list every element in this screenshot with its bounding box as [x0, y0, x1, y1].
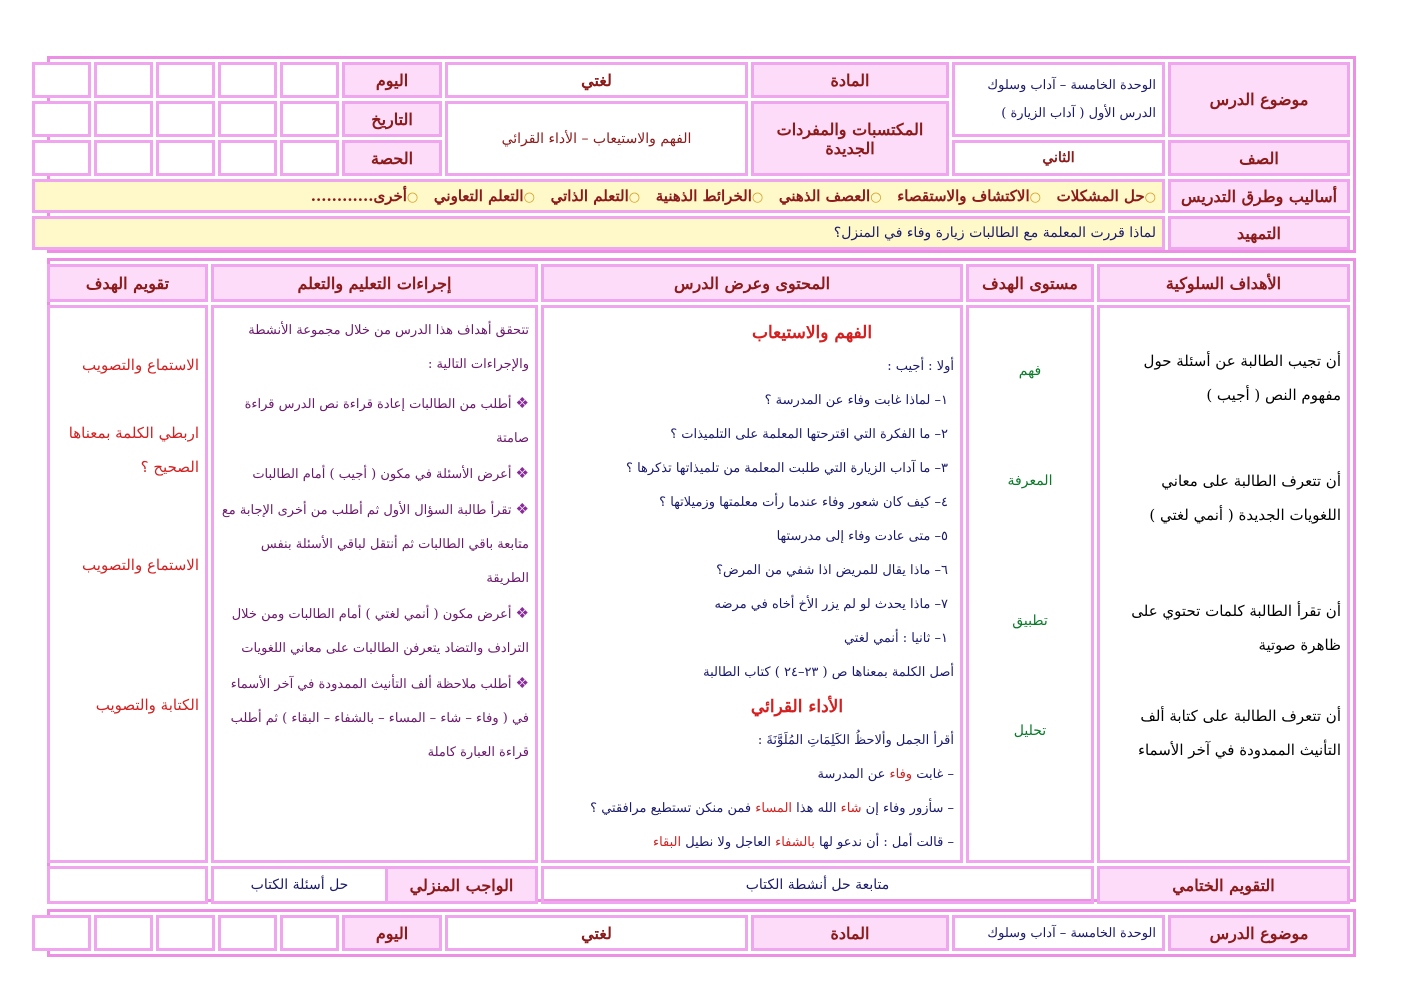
lesson-body-table [47, 258, 1356, 902]
radio-circle-icon: ○ [406, 190, 419, 205]
grade-value: الثاني [952, 140, 1165, 176]
diamond-bullet-icon: ❖ [515, 500, 529, 518]
empty-cell [94, 140, 153, 176]
method-item: الاكتشاف والاستقصاء [897, 187, 1030, 205]
procedures-intro: تتحقق أهداف هذا الدرس من خلال مجموعة الأنشطة والإجراءات التالية : [248, 323, 529, 372]
objective-item: أن تجيب الطالبة عن أسئلة حول مفهوم النص ( أجيب ) [1143, 352, 1341, 404]
procedures-list [220, 386, 529, 770]
evaluation-cell [47, 305, 208, 863]
content-first-label: أولا : أجيب : [887, 359, 954, 374]
objective-item: أن تتعرف الطالبة على كتابة ألف التأنيث الممدودة في آخر الأسماء [1137, 707, 1341, 759]
method-item: أخرى............ [310, 187, 407, 205]
homework-value: حل أسئلة الكتاب [214, 869, 385, 901]
empty-cell [218, 915, 277, 951]
procedure-text: أطلب من الطالبات إعادة قراءة نص الدرس قراءة صامتة [244, 397, 529, 446]
sentence-text: – قالت أمل : أن ندعو لها [814, 835, 954, 850]
acquired-label: المكتسبات والمفردات الجديدة [751, 101, 949, 176]
objective-item: أن تقرأ الطالبة كلمات تحتوي على ظاهرة صوتية [1131, 602, 1341, 654]
level-item: المعرفة [1007, 473, 1053, 489]
empty-cell [47, 866, 208, 904]
level-header: مستوى الهدف [966, 264, 1094, 302]
empty-cell [156, 101, 215, 137]
procedures-header: إجراءات التعليم والتعلم [211, 264, 538, 302]
procedure-item [220, 386, 529, 456]
final-eval-label: التقويم الختامي [1097, 866, 1350, 904]
objectives-cell [1097, 305, 1350, 863]
empty-cell [156, 62, 215, 98]
footer-topic-value: الوحدة الخامسة – آداب وسلوك [952, 915, 1165, 951]
method-item: التعلم الذاتي [550, 187, 629, 205]
procedure-item [220, 596, 529, 666]
evaluation-item: الاستماع والتصويب [82, 556, 199, 574]
empty-cell [156, 140, 215, 176]
radio-circle-icon: ○ [1029, 190, 1041, 205]
highlight-word: المساء [755, 801, 793, 816]
empty-cell [32, 62, 91, 98]
topic-label: موضوع الدرس [1168, 62, 1350, 137]
sentence-text: فمن منكن تستطيع مرافقتي ؟ [590, 801, 756, 816]
radio-circle-icon: ○ [870, 190, 882, 205]
sentence-text: العاجل ولا نطيل [681, 835, 776, 850]
footer-subject-value: لغتي [445, 915, 748, 951]
levels-cell [966, 305, 1094, 863]
empty-cell [218, 101, 277, 137]
highlight-word: بالشفاء [775, 835, 815, 850]
sentence-text: عن المدرسة [817, 767, 890, 782]
content-sentences [550, 724, 954, 860]
acquired-value: الفهم والاستيعاب – الأداء القرائي [445, 101, 748, 176]
evaluation-item: الاستماع والتصويب [82, 356, 199, 374]
procedure-item [220, 492, 529, 596]
topic-value [952, 62, 1165, 137]
procedure-item [220, 666, 529, 770]
empty-cell [218, 62, 277, 98]
diamond-bullet-icon: ❖ [515, 674, 529, 692]
sentence-text: – سأزور وفاء إن [861, 801, 954, 816]
sentence-text: الله هذا [792, 801, 841, 816]
method-item: التعلم التعاوني [433, 187, 524, 205]
evaluation-item: اربطي الكلمة بمعناها الصحيح ؟ [68, 424, 199, 476]
empty-cell [32, 101, 91, 137]
radio-circle-icon: ○ [523, 190, 535, 205]
homework-row [211, 866, 538, 904]
period-label: الحصة [342, 140, 442, 176]
empty-cell [94, 101, 153, 137]
procedure-text: أعرض مكون ( أنمي لغتي ) أمام الطالبات ومن خلال الترادف والتضاد يتعرفن الطالبات على معاني اللغويات [231, 607, 529, 656]
procedures-cell [211, 305, 538, 863]
intro-value: لماذا قررت المعلمة مع الطالبات زيارة وفاء في المنزل؟ [32, 216, 1165, 250]
intro-label: التمهيد [1168, 216, 1350, 250]
day-label: اليوم [342, 62, 442, 98]
reading-intro: أقرأ الجمل وألاحظُ الكَلِمَاتِ المُلَوَّنَةَ : [757, 733, 954, 748]
question-item: ٤– كيف كان شعور وفاء عندما رأت معلمتها وزميلاتها ؟ [659, 495, 948, 510]
topic-line2: الدرس الأول ( آداب الزيارة ) [1001, 105, 1156, 121]
procedure-text: أعرض الأسئلة في مكون ( أجيب ) أمام الطالبات [252, 467, 512, 482]
empty-cell [32, 915, 91, 951]
empty-cell [280, 915, 339, 951]
method-item: الخرائط الذهنية [655, 187, 752, 205]
empty-cell [94, 62, 153, 98]
diamond-bullet-icon: ❖ [515, 464, 529, 482]
level-item: تحليل [1013, 723, 1047, 739]
evaluation-header: تقويم الهدف [47, 264, 208, 302]
radio-circle-icon: ○ [1144, 190, 1156, 205]
question-item: ٧– ماذا يحدث لو لم يزر الأخ أخاه في مرضه [714, 597, 948, 612]
final-eval-value: متابعة حل أنشطة الكتاب [541, 866, 1094, 904]
date-label: التاريخ [342, 101, 442, 137]
empty-cell [280, 101, 339, 137]
procedure-text: أطلب ملاحظة ألف التأنيث الممدودة في آخر الأسماء في ( وفاء – شاء – المساء – بالشفاء – البقاء ) ثم أطلب قراءة العبارة كاملة [230, 677, 529, 760]
diamond-bullet-icon: ❖ [515, 394, 529, 412]
question-item: ٣– ما آداب الزيارة التي طلبت المعلمة من تلميذاتها تذكرها ؟ [626, 461, 948, 476]
empty-cell [280, 62, 339, 98]
homework-label: الواجب المنزلي [385, 869, 535, 901]
level-item: فهم [1018, 363, 1042, 379]
subject-value: لغتي [445, 62, 748, 98]
empty-cell [94, 915, 153, 951]
sentence-text: – غابت [912, 767, 954, 782]
method-item: حل المشكلات [1056, 187, 1145, 205]
procedure-text: تقرأ طالبة السؤال الأول ثم أطلب من أخرى الإجابة مع متابعة باقي الطالبات ثم أنتقل لباقي الأسئلة بنفس الطريقة [221, 503, 529, 586]
content-cell [541, 305, 963, 863]
empty-cell [32, 140, 91, 176]
footer-subject-label: المادة [751, 915, 949, 951]
methods-label: أساليب وطرق التدريس [1168, 179, 1350, 213]
lesson-header-table [47, 56, 1356, 253]
content-questions [550, 350, 954, 690]
question-item: ١– ثانيا : أنمي لغتي [843, 631, 948, 646]
footer-day-label: اليوم [342, 915, 442, 951]
diamond-bullet-icon: ❖ [515, 604, 529, 622]
footer-topic-label: موضوع الدرس [1168, 915, 1350, 951]
methods-list [32, 179, 1165, 213]
grade-label: الصف [1168, 140, 1350, 176]
empty-cell [156, 915, 215, 951]
radio-circle-icon: ○ [628, 190, 641, 205]
question-item: ٥– متى عادت وفاء إلى مدرستها [776, 529, 948, 544]
method-item: العصف الذهني [778, 187, 871, 205]
next-lesson-header [47, 909, 1356, 957]
content-header: المحتوى وعرض الدرس [541, 264, 963, 302]
evaluation-item: الكتابة والتصويب [95, 696, 199, 714]
highlight-word: البقاء [652, 835, 682, 850]
question-item: أصل الكلمة بمعناها ص ( ٢٣–٢٤ ) كتاب الطالبة [703, 665, 954, 680]
question-item: ٦– ماذا يقال للمريض اذا شفي من المرض؟ [716, 563, 948, 578]
reading-sentence [550, 826, 954, 860]
empty-cell [280, 140, 339, 176]
objectives-header: الأهداف السلوكية [1097, 264, 1350, 302]
reading-sentence [550, 792, 954, 826]
topic-line1: الوحدة الخامسة – آداب وسلوك [987, 77, 1156, 93]
empty-cell [218, 140, 277, 176]
objective-item: أن تتعرف الطالبة على معاني اللغويات الجديدة ( أنمي لغتي ) [1149, 472, 1341, 524]
radio-circle-icon: ○ [751, 190, 764, 205]
subject-label: المادة [751, 62, 949, 98]
reading-sentence [550, 758, 954, 792]
highlight-word: شاء [840, 801, 862, 816]
content-title-reading: الأداء القرائي [750, 697, 844, 717]
content-title-comprehension: الفهم والاستيعاب [751, 323, 873, 343]
question-item: ١– لماذا غابت وفاء عن المدرسة ؟ [764, 393, 948, 408]
procedure-item [220, 456, 529, 492]
highlight-word: وفاء [889, 767, 913, 782]
question-item: ٢– ما الفكرة التي اقترحتها المعلمة على التلميذات ؟ [670, 427, 948, 442]
level-item: تطبيق [1012, 613, 1048, 629]
